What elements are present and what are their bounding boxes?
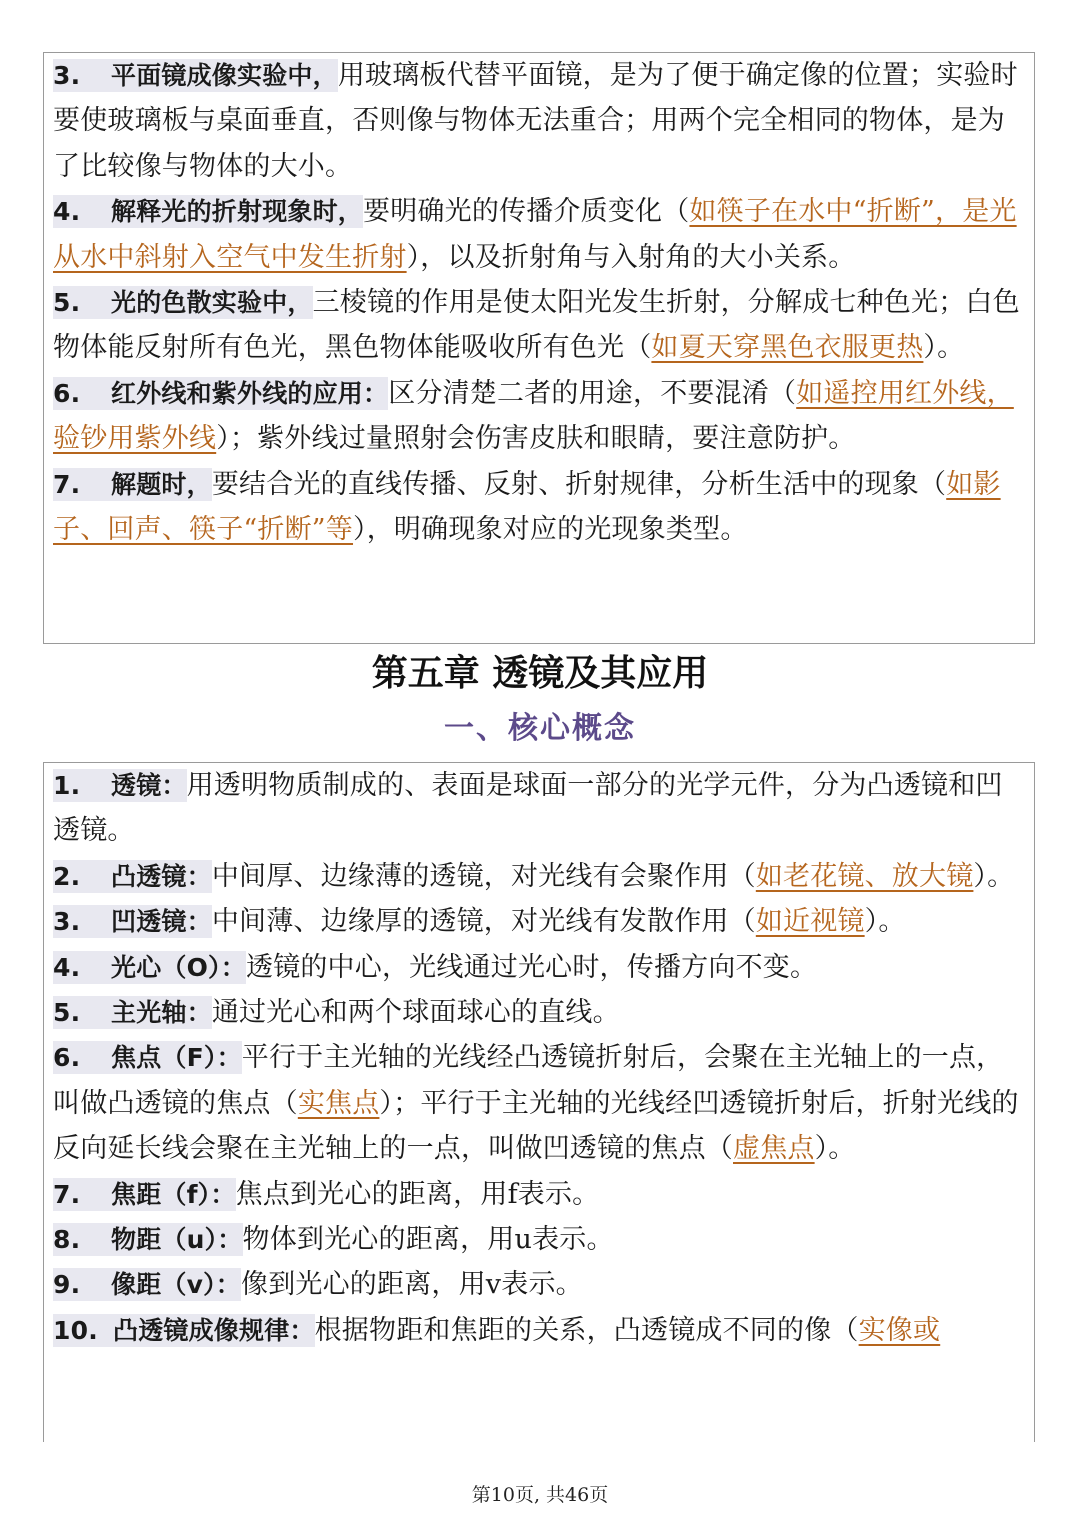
list-item bbox=[44, 280, 1034, 371]
list-item bbox=[44, 1172, 1034, 1217]
item-number: 8. bbox=[53, 1225, 81, 1255]
item-heading-text: 物距（u）： bbox=[111, 1225, 243, 1255]
body-text: 中间厚、边缘薄的透镜，对光线有会聚作用（ bbox=[211, 860, 756, 892]
list-item bbox=[44, 189, 1034, 280]
item-number: 5. bbox=[53, 998, 81, 1028]
body-text: 用透明物质制成的、表面是球面一部分的光学元件，分为凸透镜和凹透镜。 bbox=[53, 770, 1003, 847]
list-item bbox=[44, 371, 1034, 462]
item-heading-text: 像距（v）： bbox=[111, 1270, 241, 1300]
body-text: 物体到光心的距离，用u表示。 bbox=[242, 1224, 614, 1256]
item-number: 3. bbox=[53, 61, 81, 90]
list-item bbox=[44, 899, 1034, 944]
page-footer: 第10页, 共46页 bbox=[471, 1484, 609, 1506]
item-heading bbox=[53, 1041, 242, 1074]
item-number: 6. bbox=[53, 1043, 81, 1073]
body-text: ）；平行于主光轴的光线经凹透镜折射后，折射光线的反向延长线会聚在主光轴上的一点，叫做凹透镜的焦点（ bbox=[53, 1087, 1019, 1165]
example-text: 如影子、回声、筷子“折断”等 bbox=[53, 468, 1001, 546]
item-heading-text: 光的色散实验中， bbox=[111, 288, 313, 318]
body-text: 要结合光的直线传播、反射、折射规律，分析生活中的现象（ bbox=[211, 468, 947, 500]
item-number: 3. bbox=[53, 907, 81, 937]
body-text: 像到光心的距离，用v表示。 bbox=[241, 1269, 583, 1301]
item-heading bbox=[53, 996, 212, 1029]
item-heading-text: 解释光的折射现象时， bbox=[111, 197, 364, 227]
body-text: ），明确现象对应的光现象类型。 bbox=[353, 514, 748, 546]
list-item bbox=[44, 854, 1034, 899]
body-text: 用玻璃板代替平面镜，是为了便于确定像的位置；实验时要使玻璃板与桌面垂直，否则像与物体无法重合；用两个完全相同的物体，是为了比较像与物体的大小。 bbox=[53, 60, 1018, 182]
item-heading-text: 主光轴： bbox=[111, 998, 212, 1028]
body-text: 区分清楚二者的用途，不要混淆（ bbox=[388, 377, 797, 409]
body-text: 三棱镜的作用是使太阳光发生折射，分解成七种色光；白色物体能反射所有色光，黑色物体能吸收所有色光（ bbox=[53, 287, 1020, 364]
item-heading-text: 解题时， bbox=[111, 469, 212, 499]
list-item bbox=[44, 1035, 1034, 1171]
concepts-box bbox=[43, 762, 1035, 1442]
list-item bbox=[44, 462, 1034, 553]
item-heading bbox=[53, 1178, 236, 1211]
list-item bbox=[44, 945, 1034, 990]
example-text: 如老花镜、放大镜 bbox=[755, 860, 974, 892]
item-heading bbox=[53, 468, 212, 501]
item-number: 9. bbox=[53, 1270, 81, 1300]
item-heading bbox=[53, 377, 388, 410]
item-heading bbox=[53, 1314, 315, 1347]
item-heading bbox=[53, 59, 338, 92]
item-heading-text: 凸透镜成像规律： bbox=[113, 1315, 315, 1345]
example-text: 实焦点 bbox=[297, 1087, 380, 1119]
item-number: 7. bbox=[53, 1179, 81, 1209]
item-heading-text: 焦距（f）： bbox=[111, 1179, 236, 1209]
item-heading bbox=[53, 905, 212, 938]
item-number: 5. bbox=[53, 288, 81, 318]
item-heading bbox=[53, 1268, 241, 1301]
item-heading bbox=[53, 860, 212, 893]
item-heading bbox=[53, 769, 187, 802]
list-item bbox=[44, 1217, 1034, 1262]
item-number: 7. bbox=[53, 469, 81, 499]
item-number: 1. bbox=[53, 771, 81, 800]
example-text: 如近视镜 bbox=[755, 906, 865, 938]
item-heading-text: 透镜： bbox=[111, 771, 187, 800]
item-number: 10. bbox=[53, 1315, 98, 1345]
list-item bbox=[44, 1262, 1034, 1307]
body-text: ）；紫外线过量照射会伤害皮肤和眼睛，要注意防护。 bbox=[216, 423, 856, 455]
item-number: 4. bbox=[53, 952, 81, 982]
example-text: 实像或 bbox=[858, 1314, 941, 1346]
body-text: ）。 bbox=[864, 906, 906, 938]
item-heading-text: 凸透镜： bbox=[111, 861, 212, 891]
item-heading-text: 焦点（F）： bbox=[111, 1043, 242, 1073]
body-text: 平行于主光轴的光线经凸透镜折射后，会聚在主光轴上的一点，叫做凸透镜的焦点（ bbox=[53, 1042, 1004, 1119]
body-text: ）。 bbox=[814, 1133, 856, 1165]
body-text: 通过光心和两个球面球心的直线。 bbox=[211, 997, 620, 1029]
item-number: 2. bbox=[53, 861, 81, 891]
body-text: 要明确光的传播介质变化（ bbox=[363, 196, 690, 228]
item-heading bbox=[53, 286, 313, 319]
body-text: 透镜的中心，光线通过光心时，传播方向不变。 bbox=[245, 951, 818, 983]
body-text: 焦点到光心的距离，用f表示。 bbox=[235, 1178, 600, 1210]
list-item bbox=[44, 763, 1034, 854]
body-text: ）。 bbox=[973, 860, 1015, 892]
example-text: 如夏天穿黑色衣服更热 bbox=[651, 332, 924, 364]
body-text: 根据物距和焦距的关系，凸透镜成不同的像（ bbox=[314, 1314, 859, 1346]
list-item bbox=[44, 53, 1034, 189]
list-item bbox=[44, 1308, 1034, 1353]
item-heading-text: 平面镜成像实验中， bbox=[111, 61, 338, 90]
chapter-title: 第五章 透镜及其应用 bbox=[371, 653, 709, 694]
item-heading-text: 光心（O）： bbox=[111, 952, 246, 982]
section-title: 一、核心概念 bbox=[444, 711, 636, 746]
tips-box bbox=[43, 52, 1035, 644]
item-heading-text: 红外线和紫外线的应用： bbox=[111, 378, 389, 408]
example-text: 如筷子在水中“折断”，是光从水中斜射入空气中发生折射 bbox=[53, 196, 1017, 273]
item-number: 4. bbox=[53, 197, 81, 227]
item-heading bbox=[53, 195, 363, 228]
example-text: 如遥控用红外线，验钞用紫外线 bbox=[53, 377, 1014, 455]
example-text: 虚焦点 bbox=[733, 1133, 815, 1165]
body-text: ）。 bbox=[923, 332, 965, 364]
body-text: ），以及折射角与入射角的大小关系。 bbox=[406, 241, 856, 273]
list-item bbox=[44, 990, 1034, 1035]
item-heading-text: 凹透镜： bbox=[111, 907, 212, 937]
item-number: 6. bbox=[53, 378, 81, 408]
body-text: 中间薄、边缘厚的透镜，对光线有发散作用（ bbox=[211, 906, 756, 938]
item-heading bbox=[53, 1223, 243, 1256]
item-heading bbox=[53, 951, 246, 984]
